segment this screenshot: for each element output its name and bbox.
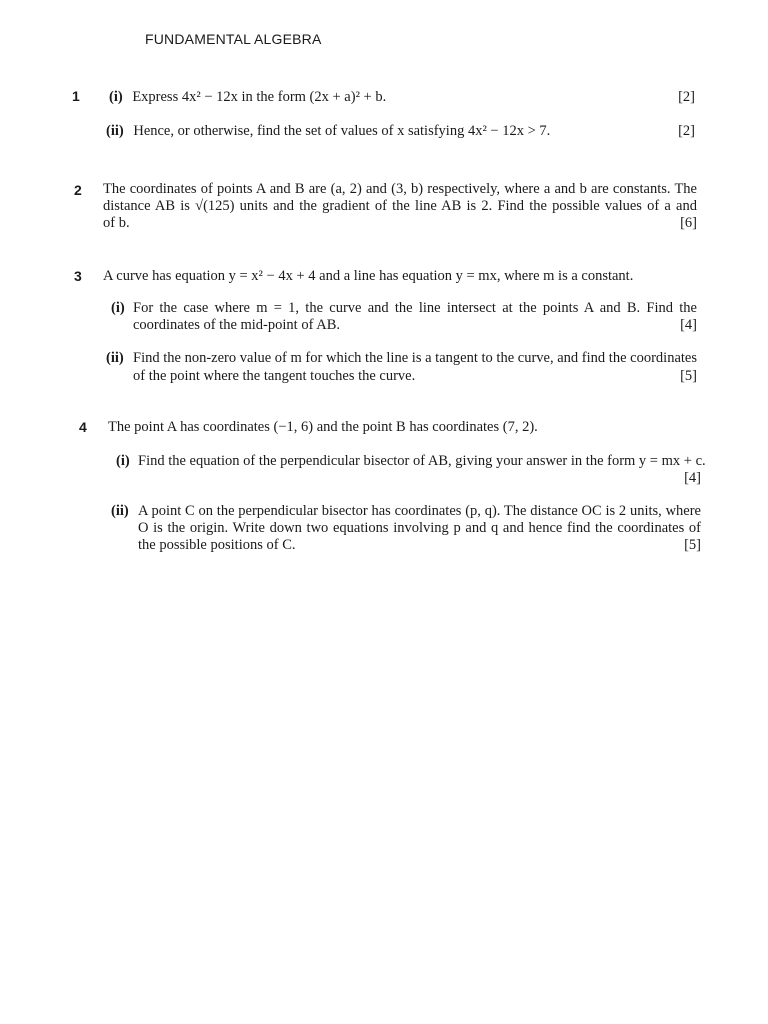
part-text: Express 4x² − 12x in the form (2x + a)² + b. — [132, 89, 387, 105]
question-text-line: Find the equation of the perpendicular bisector of AB, giving your answer in the form y = mx + c. — [138, 453, 706, 469]
question-number: 3 — [74, 268, 82, 284]
marks-label: [5] — [680, 368, 697, 384]
question-text-line: the possible positions of C. — [138, 537, 296, 553]
question-part — [106, 123, 550, 140]
part-label-text: (ii) — [111, 503, 129, 519]
question-stem: The point A has coordinates (−1, 6) and the point B has coordinates (7, 2). — [108, 419, 538, 435]
question-text-line: For the case where m = 1, the curve and the line intersect at the points A and B. Find the — [133, 300, 697, 316]
part-label — [111, 300, 125, 317]
marks-label: [6] — [680, 215, 697, 231]
page-title: FUNDAMENTAL ALGEBRA — [145, 31, 322, 47]
question-text-line: of the point where the tangent touches the curve. — [133, 368, 416, 384]
question-part — [109, 89, 386, 106]
part-label: (ii) — [106, 123, 124, 139]
question-text-line: O is the origin. Write down two equations involving p and q and hence find the coordinates of — [138, 520, 701, 536]
question-text-line: distance AB is √(125) units and the gradient of the line AB is 2. Find the possible values of a and — [103, 198, 697, 214]
part-label — [111, 503, 129, 520]
part-text: Hence, or otherwise, find the set of values of x satisfying 4x² − 12x > 7. — [133, 123, 551, 139]
question-text-line: A point C on the perpendicular bisector has coordinates (p, q). The distance OC is 2 units, where — [138, 503, 701, 519]
question-number: 2 — [74, 182, 82, 198]
question-text-line: of b. — [103, 215, 130, 231]
marks-label: [5] — [684, 537, 701, 553]
part-label — [106, 350, 124, 367]
question-text-line: The coordinates of points A and B are (a, 2) and (3, b) respectively, where a and b are constants. The — [103, 181, 697, 197]
part-label-text: (ii) — [106, 350, 124, 366]
question-text-line: coordinates of the mid-point of AB. — [133, 317, 340, 333]
marks-label: [2] — [678, 89, 695, 105]
question-stem: A curve has equation y = x² − 4x + 4 and a line has equation y = mx, where m is a constant. — [103, 268, 634, 284]
question-number: 1 — [72, 88, 80, 104]
question-number: 4 — [79, 419, 87, 435]
part-label-text: (i) — [116, 453, 130, 469]
marks-label: [2] — [678, 123, 695, 139]
marks-label: [4] — [680, 317, 697, 333]
part-label: (i) — [109, 89, 123, 105]
part-label-text: (i) — [111, 300, 125, 316]
question-text-line: Find the non-zero value of m for which the line is a tangent to the curve, and find the coordinates — [133, 350, 697, 366]
part-label — [116, 453, 130, 470]
marks-label: [4] — [684, 470, 701, 486]
